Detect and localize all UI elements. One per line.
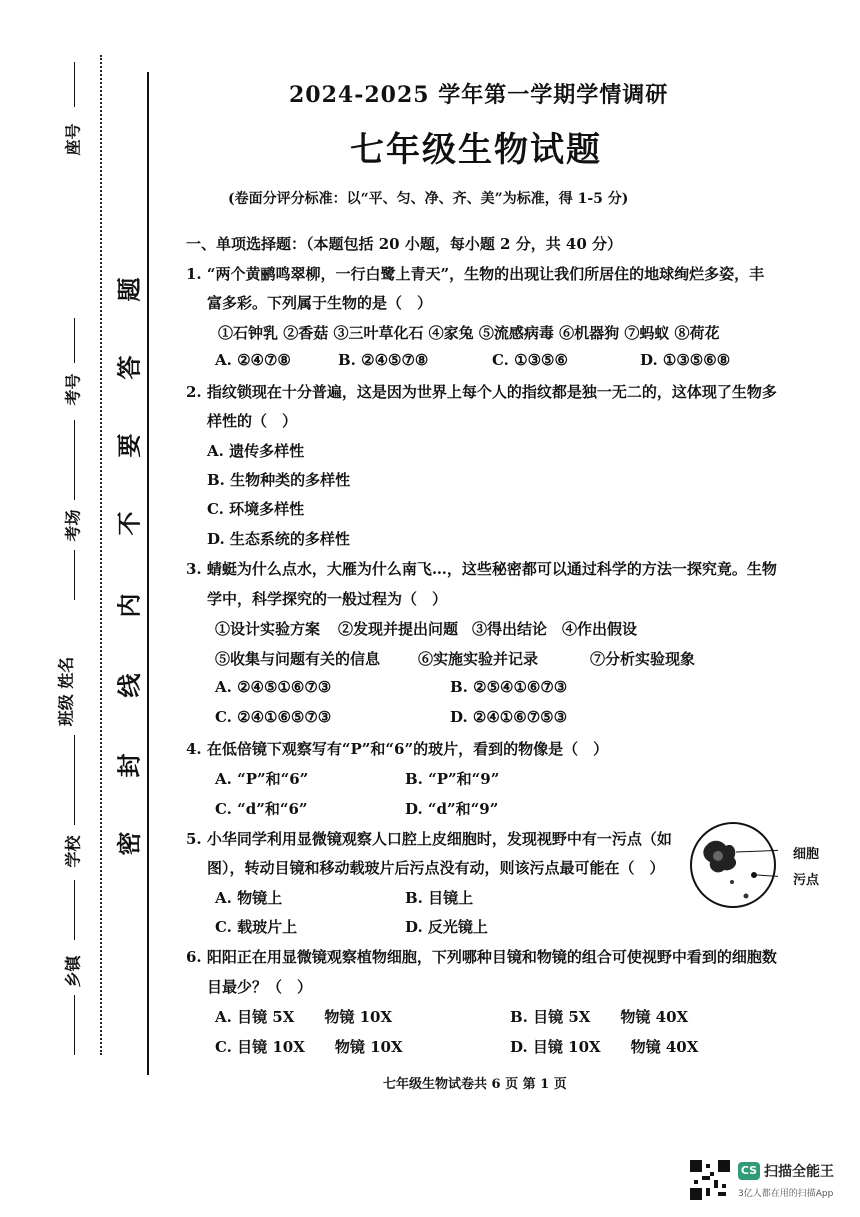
seal-char-7: 封 (114, 753, 144, 778)
q6-option-c: C. 目镜 10X 物镜 10X (215, 1038, 403, 1056)
seal-char-2: 答 (114, 355, 144, 380)
dotted-cut-line (100, 55, 102, 1055)
figure-label-spot: 污点 (793, 873, 820, 888)
q1-items: ①石钟乳 ②香菇 ③三叶草化石 ④家兔 ⑤流感病毒 ⑥机器狗 ⑦蚂蚁 ⑧荷花 (218, 324, 720, 342)
q3-step-2: ②发现并提出问题 (338, 620, 459, 638)
section-heading: 一、单项选择题：（本题包括 20 小题，每小题 2 分，共 40 分） (186, 235, 623, 253)
class-name-label: 班级 姓名 (56, 656, 76, 727)
q1-stem-line1: 1. “两个黄鹂鸣翠柳，一行白鹭上青天”，生物的出现让我们所居住的地球绚烂多姿，丰 (186, 265, 765, 283)
q3-step-4: ④作出假设 (562, 620, 638, 638)
page-footer: 七年级生物试卷共 6 页 第 1 页 (383, 1077, 567, 1092)
q5-option-c: C. 载玻片上 (215, 918, 298, 936)
q2-stem-line1: 2. 指纹锁现在十分普遍，这是因为世界上每个人的指纹都是独一无二的，这体现了生物多 (186, 383, 777, 401)
q1-stem-line2: 富多彩。下列属于生物的是（ ） (207, 294, 433, 312)
q4-option-c: C. “d”和“6” (215, 800, 308, 818)
seat-label: 座号 (63, 123, 83, 156)
q3-step-3: ③得出结论 (472, 620, 548, 638)
exam-no-label: 考号 (63, 373, 83, 406)
microscope-field-figure (688, 820, 778, 910)
q6-option-d: D. 目镜 10X 物镜 40X (510, 1038, 699, 1056)
q6-stem-line1: 6. 阳阳正在用显微镜观察植物细胞，下列哪种目镜和物镜的组合可使视野中看到的细胞数 (186, 948, 777, 966)
exam-room-line-2 (74, 550, 75, 600)
exam-room-line (74, 420, 75, 500)
q1-option-c: C. ①③⑤⑥ (492, 351, 568, 369)
q5-stem-line1: 5. 小华同学利用显微镜观察人口腔上皮细胞时，发现视野中有一污点（如 (186, 830, 672, 848)
q2-option-c: C. 环境多样性 (207, 500, 305, 518)
seal-char-4: 不 (114, 511, 144, 536)
seal-char-3: 要 (114, 433, 144, 458)
seal-char-5: 内 (114, 593, 144, 618)
q1-option-b: B. ②④⑤⑦⑧ (338, 351, 429, 369)
q5-option-a: A. 物镜上 (215, 889, 283, 907)
seal-char-8: 密 (114, 831, 144, 856)
scanner-app-slogan: 3亿人都在用的扫描App (738, 1189, 834, 1199)
q4-option-b: B. “P”和“9” (405, 770, 500, 788)
scanner-logo-icon: CS (738, 1162, 760, 1180)
frame-line (147, 72, 149, 1075)
q3-option-b: B. ②⑤④①⑥⑦③ (450, 678, 568, 696)
q6-option-b: B. 目镜 5X 物镜 40X (510, 1008, 689, 1026)
seal-char-1: 题 (114, 277, 144, 302)
q6-option-a: A. 目镜 5X 物镜 10X (215, 1008, 393, 1026)
q3-step-7: ⑦分析实验现象 (590, 650, 696, 668)
school-label: 学校 (63, 835, 83, 868)
figure-label-cell: 细胞 (793, 847, 820, 862)
q2-option-d: D. 生态系统的多样性 (207, 530, 350, 548)
q3-step-5: ⑤收集与问题有关的信息 (215, 650, 381, 668)
q2-option-b: B. 生物种类的多样性 (207, 471, 351, 489)
q5-stem-line2: 图），转动目镜和移动载玻片后污点没有动，则该污点最可能在（ ） (207, 859, 665, 877)
exam-year-title: 2024-2025 学年第一学期学情调研 (289, 82, 669, 108)
q4-stem: 4. 在低倍镜下观察写有“P”和“6”的玻片，看到的物像是（ ） (186, 740, 609, 758)
q2-option-a: A. 遗传多样性 (207, 442, 305, 460)
q3-step-1: ①设计实验方案 (215, 620, 321, 638)
class-name-line (74, 735, 75, 825)
scanner-app-name: 扫描全能王 (764, 1164, 834, 1180)
q2-stem-line2: 样性的（ ） (207, 412, 298, 430)
q1-option-d: D. ①③⑤⑥⑧ (640, 351, 731, 369)
q3-option-a: A. ②④⑤①⑥⑦③ (215, 678, 332, 696)
page-title: 七年级生物试题 (350, 130, 602, 170)
q5-option-b: B. 目镜上 (405, 889, 474, 907)
seal-char-6: 线 (114, 673, 144, 698)
q3-option-d: D. ②④①⑥⑦⑤③ (450, 708, 568, 726)
q3-stem-line1: 3. 蜻蜓为什么点水，大雁为什么南飞…，这些秘密都可以通过科学的方法一探究竟。生物 (186, 560, 777, 578)
q6-stem-line2: 目最少？（ ） (207, 978, 313, 996)
exam-room-label: 考场 (63, 509, 83, 542)
q4-option-a: A. “P”和“6” (215, 770, 309, 788)
seat-line (74, 62, 75, 107)
q3-stem-line2: 学中，科学探究的一般过程为（ ） (207, 590, 448, 608)
q3-option-c: C. ②④①⑥⑤⑦③ (215, 708, 332, 726)
school-line (74, 880, 75, 940)
qr-code-icon (690, 1160, 730, 1200)
exam-no-line (74, 318, 75, 363)
q3-step-6: ⑥实施实验并记录 (418, 650, 539, 668)
town-label: 乡镇 (63, 955, 83, 988)
q1-option-a: A. ②④⑦⑧ (215, 351, 291, 369)
scoring-note: (卷面分评分标准：以“平、匀、净、齐、美”为标准，得 1-5 分) (228, 191, 629, 207)
town-line (74, 995, 75, 1055)
q4-option-d: D. “d”和“9” (405, 800, 499, 818)
q5-option-d: D. 反光镜上 (405, 918, 488, 936)
